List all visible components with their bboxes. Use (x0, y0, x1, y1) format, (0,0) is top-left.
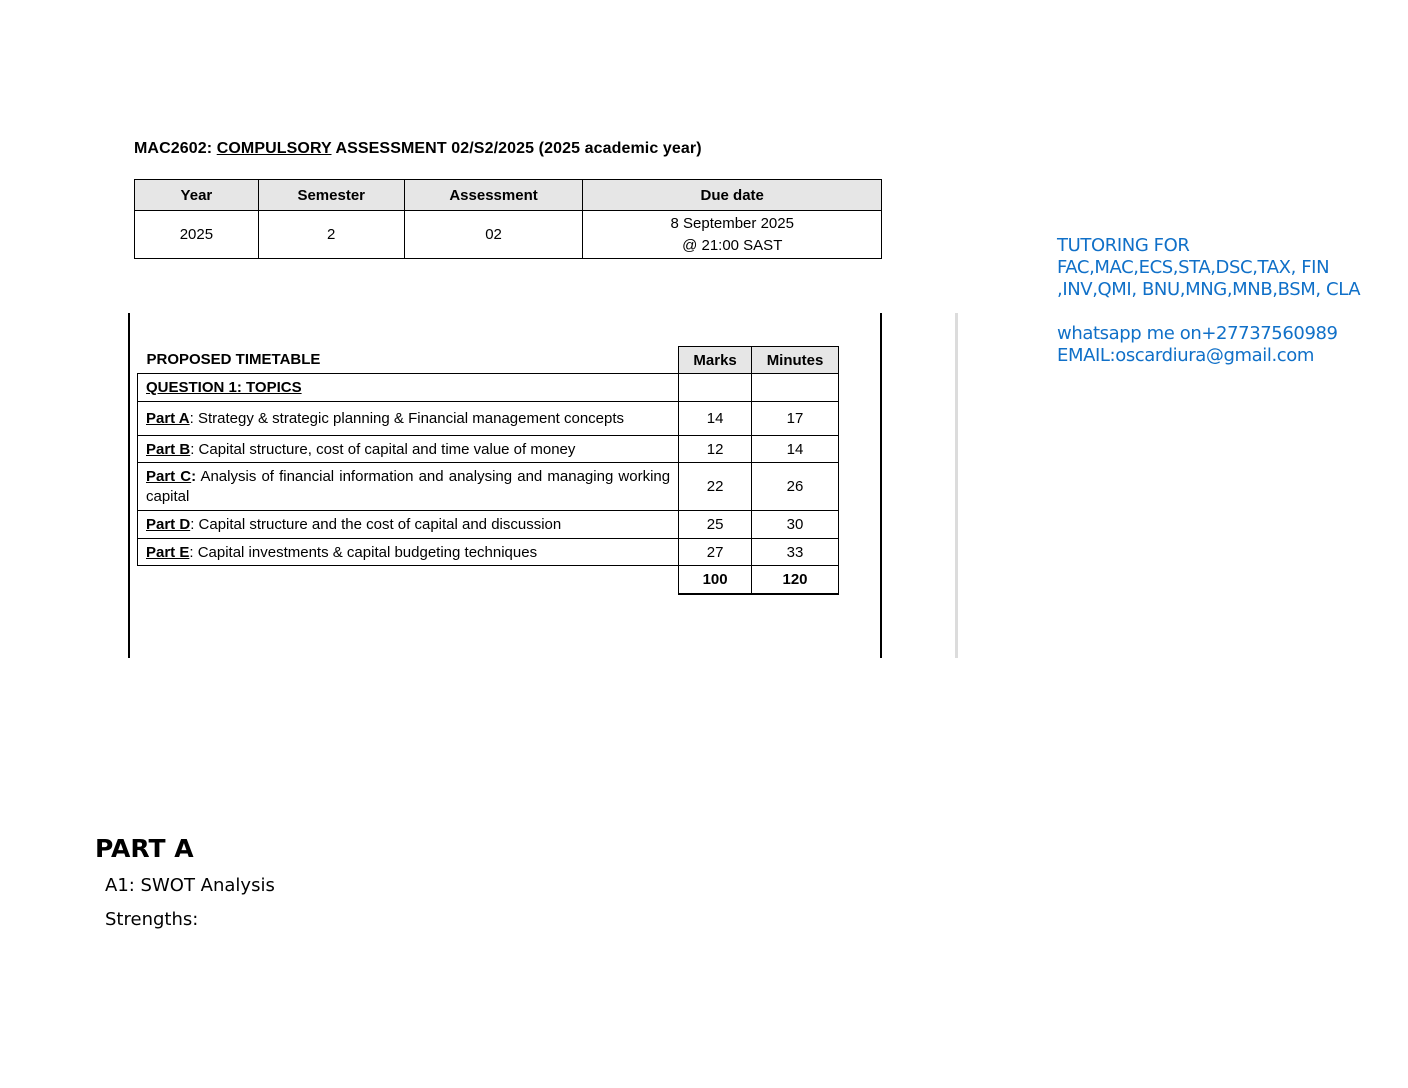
value-year: 2025 (135, 211, 259, 259)
marks-cell: 25 (679, 511, 752, 539)
total-marks: 100 (679, 566, 752, 594)
part-sep: : (190, 440, 195, 458)
minutes-cell: 33 (752, 539, 839, 566)
header-year: Year (135, 180, 259, 211)
header-due-date: Due date (583, 180, 882, 211)
assessment-title (134, 140, 702, 158)
header-marks: Marks (679, 347, 752, 374)
title-prefix: MAC2602: (134, 140, 217, 157)
table-row (138, 402, 839, 436)
total-minutes: 120 (752, 566, 839, 594)
timetable-table (137, 346, 839, 595)
info-header-row (135, 180, 882, 211)
part-label: Part A (146, 410, 190, 427)
value-due-date (583, 211, 882, 259)
tutoring-whatsapp: whatsapp me on+27737560989 (1057, 323, 1338, 344)
total-blank-cell (138, 566, 679, 594)
topic-cell (138, 402, 679, 436)
title-underlined: COMPULSORY (216, 140, 332, 157)
minutes-cell: 14 (752, 436, 839, 463)
header-assessment: Assessment (404, 180, 583, 211)
tutoring-gap (1057, 301, 1360, 323)
tutoring-email: EMAIL:oscardiura@gmail.com (1057, 345, 1315, 366)
question-title: QUESTION 1: TOPICS (146, 379, 302, 396)
header-minutes: Minutes (752, 347, 839, 374)
topic-text: Capital structure and the cost of capital and discussion (194, 516, 562, 533)
marks-cell: 27 (679, 539, 752, 566)
minutes-cell: 26 (752, 463, 839, 511)
table-row (138, 463, 839, 511)
topic-text: Capital investments & capital budgeting techniques (193, 543, 538, 561)
topic-cell (138, 463, 679, 511)
due-date-line2: @ 21:00 SAST (682, 236, 783, 254)
minutes-cell: 17 (752, 402, 839, 436)
table-row (138, 511, 839, 539)
topic-cell (138, 511, 679, 539)
question-title-row (138, 374, 839, 402)
topic-text: Capital structure, cost of capital and time value of money (194, 440, 576, 458)
title-rest: ASSESSMENT 02/S2/2025 (2025 academic year) (331, 140, 702, 157)
tutoring-line3: ,INV,QMI, BNU,MNG,MNB,BSM, CLA (1057, 279, 1361, 300)
value-semester: 2 (258, 211, 404, 259)
assessment-info-table (134, 179, 882, 259)
marks-cell: 12 (679, 436, 752, 463)
marks-cell: 22 (679, 463, 752, 511)
part-label: Part C (146, 467, 192, 485)
part-sep: : (189, 410, 194, 427)
due-date-line1: 8 September 2025 (670, 214, 794, 232)
part-sep: : (189, 543, 194, 561)
table-row (138, 539, 839, 566)
part-sep: : (190, 516, 195, 533)
empty-minutes-cell (752, 374, 839, 402)
swot-subheading: A1: SWOT Analysis (105, 875, 275, 896)
part-a-heading: PART A (95, 834, 194, 863)
frame-right-border (880, 313, 882, 658)
strengths-label: Strengths: (105, 909, 199, 930)
topic-cell (138, 539, 679, 566)
topic-cell (138, 436, 679, 463)
value-assessment: 02 (404, 211, 583, 259)
total-row (138, 566, 839, 594)
page-divider (955, 313, 958, 658)
tutoring-notice (1057, 235, 1360, 367)
timetable-header-row (138, 347, 839, 374)
header-semester: Semester (258, 180, 404, 211)
timetable-heading-cell (138, 347, 679, 374)
marks-cell: 14 (679, 402, 752, 436)
empty-marks-cell (679, 374, 752, 402)
question-title-cell (138, 374, 679, 402)
topic-text: Analysis of financial information and analysing and managing working capital (146, 467, 671, 505)
part-label: Part E (146, 543, 190, 561)
minutes-cell: 30 (752, 511, 839, 539)
part-label: Part D (146, 516, 191, 533)
part-label: Part B (146, 440, 191, 458)
part-sep: : (191, 467, 197, 485)
frame-left-border (128, 313, 130, 658)
info-value-row (135, 211, 882, 259)
topic-text: Strategy & strategic planning & Financial management concepts (193, 410, 625, 427)
tutoring-line2: FAC,MAC,ECS,STA,DSC,TAX, FIN (1057, 257, 1330, 278)
tutoring-line1: TUTORING FOR (1057, 235, 1190, 256)
timetable-heading: PROPOSED TIMETABLE (146, 351, 321, 369)
table-row (138, 436, 839, 463)
